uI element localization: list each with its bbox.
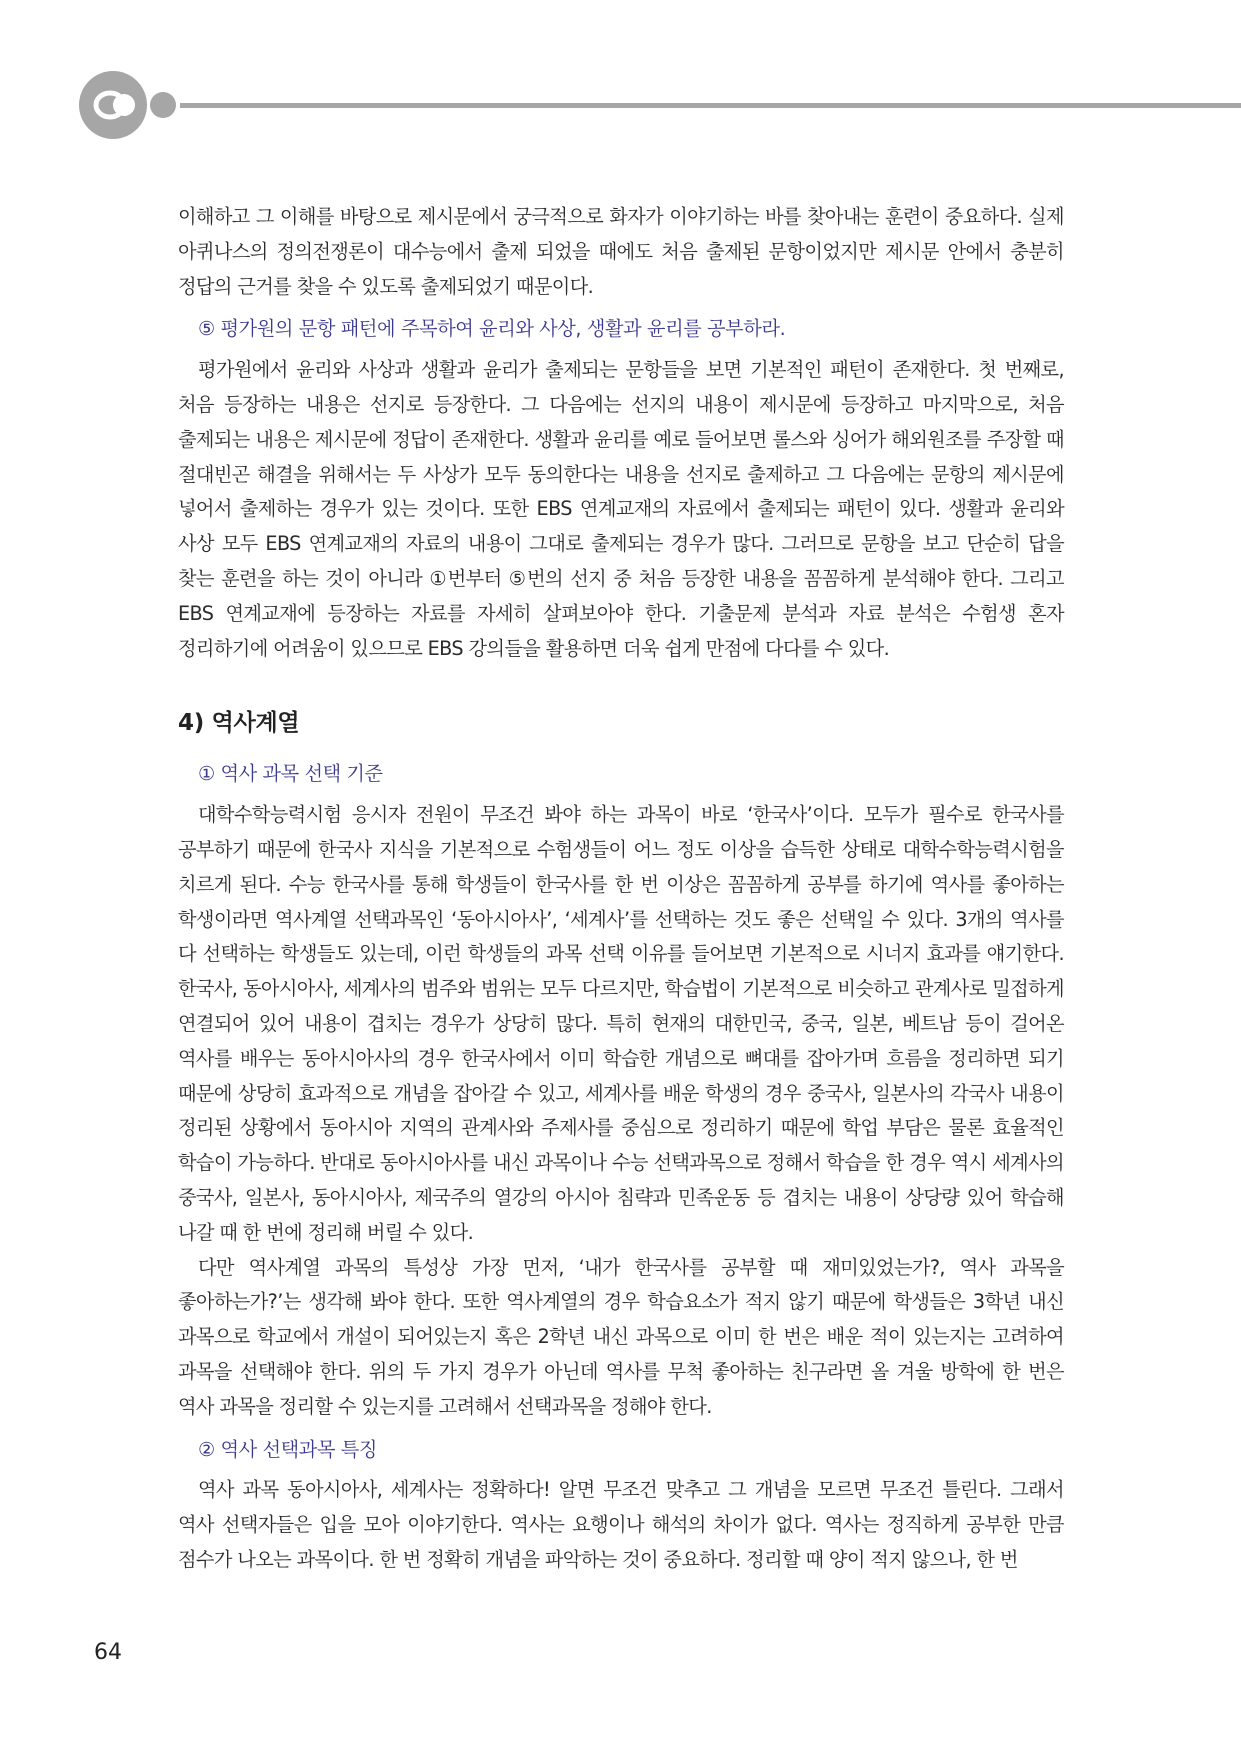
subheading-history-features: ② 역사 선택과목 특징 <box>198 1437 377 1461</box>
page-content <box>178 200 1064 1578</box>
subheading-evaluation-pattern: ⑤ 평가원의 문항 패턴에 주목하여 윤리와 사상, 생활과 윤리를 공부하라. <box>198 317 786 341</box>
intro-paragraph: 이해하고 그 이해를 바탕으로 제시문에서 궁극적으로 화자가 이야기하는 바를 찾아내는 훈련이 중요하다. 실제 아퀴나스의 정의전쟁론이 대수능에서 출제 되었을 때에도 처음 출제된 문항이었지만 제시문 안에서 충분히 정답의 근거를 찾을 수 있도록 출제되었기 때문이다. <box>178 205 1064 298</box>
paragraph-history-selection-b: 다만 역사계열 과목의 특성상 가장 먼저, ‘내가 한국사를 공부할 때 재미있었는가?, 역사 과목을 좋아하는가?’는 생각해 봐야 한다. 또한 역사계열의 경우 학습요소가 적지 않기 때문에 학생들은 3학년 내신 과목으로 학교에서 개설이 되어있는지 혹은 2학년 내신 과목으로 이미 한 번은 배운 적이 있는지는 고려하여 과목을 선택해야 한다. 위의 두 가지 경우가 아닌데 역사를 무척 좋아하는 친구라면 올 겨울 방학에 한 번은 역사 과목을 정리할 수 있는지를 고려해서 선택과목을 정해야 한다. <box>178 1255 1064 1418</box>
paragraph-history-features: 역사 과목 동아시아사, 세계사는 정확하다! 알면 무조건 맞추고 그 개념을 모르면 무조건 틀린다. 그래서 역사 선택자들은 입을 모아 이야기한다. 역사는 요행이나 해석의 차이가 없다. 역사는 정직하게 공부한 만큼 점수가 나오는 과목이다. 한 번 정확히 개념을 파악하는 것이 중요하다. 정리할 때 양이 적지 않으나, 한 번 <box>178 1478 1064 1571</box>
white-dot-inner <box>113 94 135 116</box>
paragraph-evaluation-pattern: 평가원에서 윤리와 사상과 생활과 윤리가 출제되는 문항들을 보면 기본적인 패턴이 존재한다. 첫 번째로, 처음 등장하는 내용은 선지로 등장한다. 그 다음에는 선지의 내용이 제시문에 등장하고 마지막으로, 처음 출제되는 내용은 제시문에 정답이 존재한다. 생활과 윤리를 예로 들어보면 롤스와 싱어가 해외원조를 주장할 때 절대빈곤 해결을 위해서는 두 사상가 모두 동의한다는 내용을 선지로 출제하고 그 다음에는 문항의 제시문에 넣어서 출제하는 경우가 있는 것이다. 또한 EBS 연계교재의 자료에서 출제되는 패턴이 있다. 생활과 윤리와 사상 모두 EBS 연계교재의 자료의 내용이 그대로 출제되는 경우가 많다. 그러므로 문항을 보고 단순히 답을 찾는 훈련을 하는 것이 아니라 ①번부터 ⑤번의 선지 중 처음 등장한 내용을 꼼꼼하게 분석해야 한다. 그리고 EBS 연계교재에 등장하는 자료를 자세히 살펴보아야 한다. 기출문제 분석과 자료 분석은 수험생 혼자 정리하기에 어려움이 있으므로 EBS 강의들을 활용하면 더욱 쉽게 만점에 다다를 수 있다. <box>178 358 1064 660</box>
paragraph-history-selection-a: 대학수학능력시험 응시자 전원이 무조건 봐야 하는 과목이 바로 ‘한국사’이다. 모두가 필수로 한국사를 공부하기 때문에 한국사 지식을 기본적으로 수험생들이 어느 정도 이상을 습득한 상태로 대학수학능력시험을 치르게 된다. 수능 한국사를 통해 학생들이 한국사를 한 번 이상은 꼼꼼하게 공부를 하기에 역사를 좋아하는 학생이라면 역사계열 선택과목인 ‘동아시아사’, ‘세계사’를 선택하는 것도 좋은 선택일 수 있다. 3개의 역사를 다 선택하는 학생들도 있는데, 이런 학생들의 과목 선택 이유를 들어보면 기본적으로 시너지 효과를 얘기한다. 한국사, 동아시아사, 세계사의 범주와 범위는 모두 다르지만, 학습법이 기본적으로 비슷하고 관계사로 밀접하게 연결되어 있어 내용이 겹치는 경우가 상당히 많다. 특히 현재의 대한민국, 중국, 일본, 베트남 등이 걸어온 역사를 배우는 동아시아사의 경우 한국사에서 이미 학습한 개념으로 뼈대를 잡아가며 흐름을 정리하면 되기 때문에 상당히 효과적으로 개념을 잡아갈 수 있고, 세계사를 배운 학생의 경우 중국사, 일본사의 각국사 내용이 정리된 상황에서 동아시아 지역의 관계사와 주제사를 중심으로 정리하기 때문에 학업 부담은 물론 효율적인 학습이 가능하다. 반대로 동아시아사를 내신 과목이나 수능 선택과목으로 정해서 학습을 한 경우 역시 세계사의 중국사, 일본사, 동아시아사, 제국주의 열강의 아시아 침략과 민족운동 등 겹치는 내용이 상당량 있어 학습해 나갈 때 한 번에 정리해 버릴 수 있다. <box>178 803 1064 1244</box>
header-decoration <box>0 0 1241 160</box>
section-heading-history: 4) 역사계열 <box>178 710 300 737</box>
page-number: 64 <box>94 1640 122 1665</box>
subheading-history-selection: ① 역사 과목 선택 기준 <box>198 762 383 786</box>
header-rule <box>180 103 1241 108</box>
small-gray-circle <box>150 92 176 118</box>
